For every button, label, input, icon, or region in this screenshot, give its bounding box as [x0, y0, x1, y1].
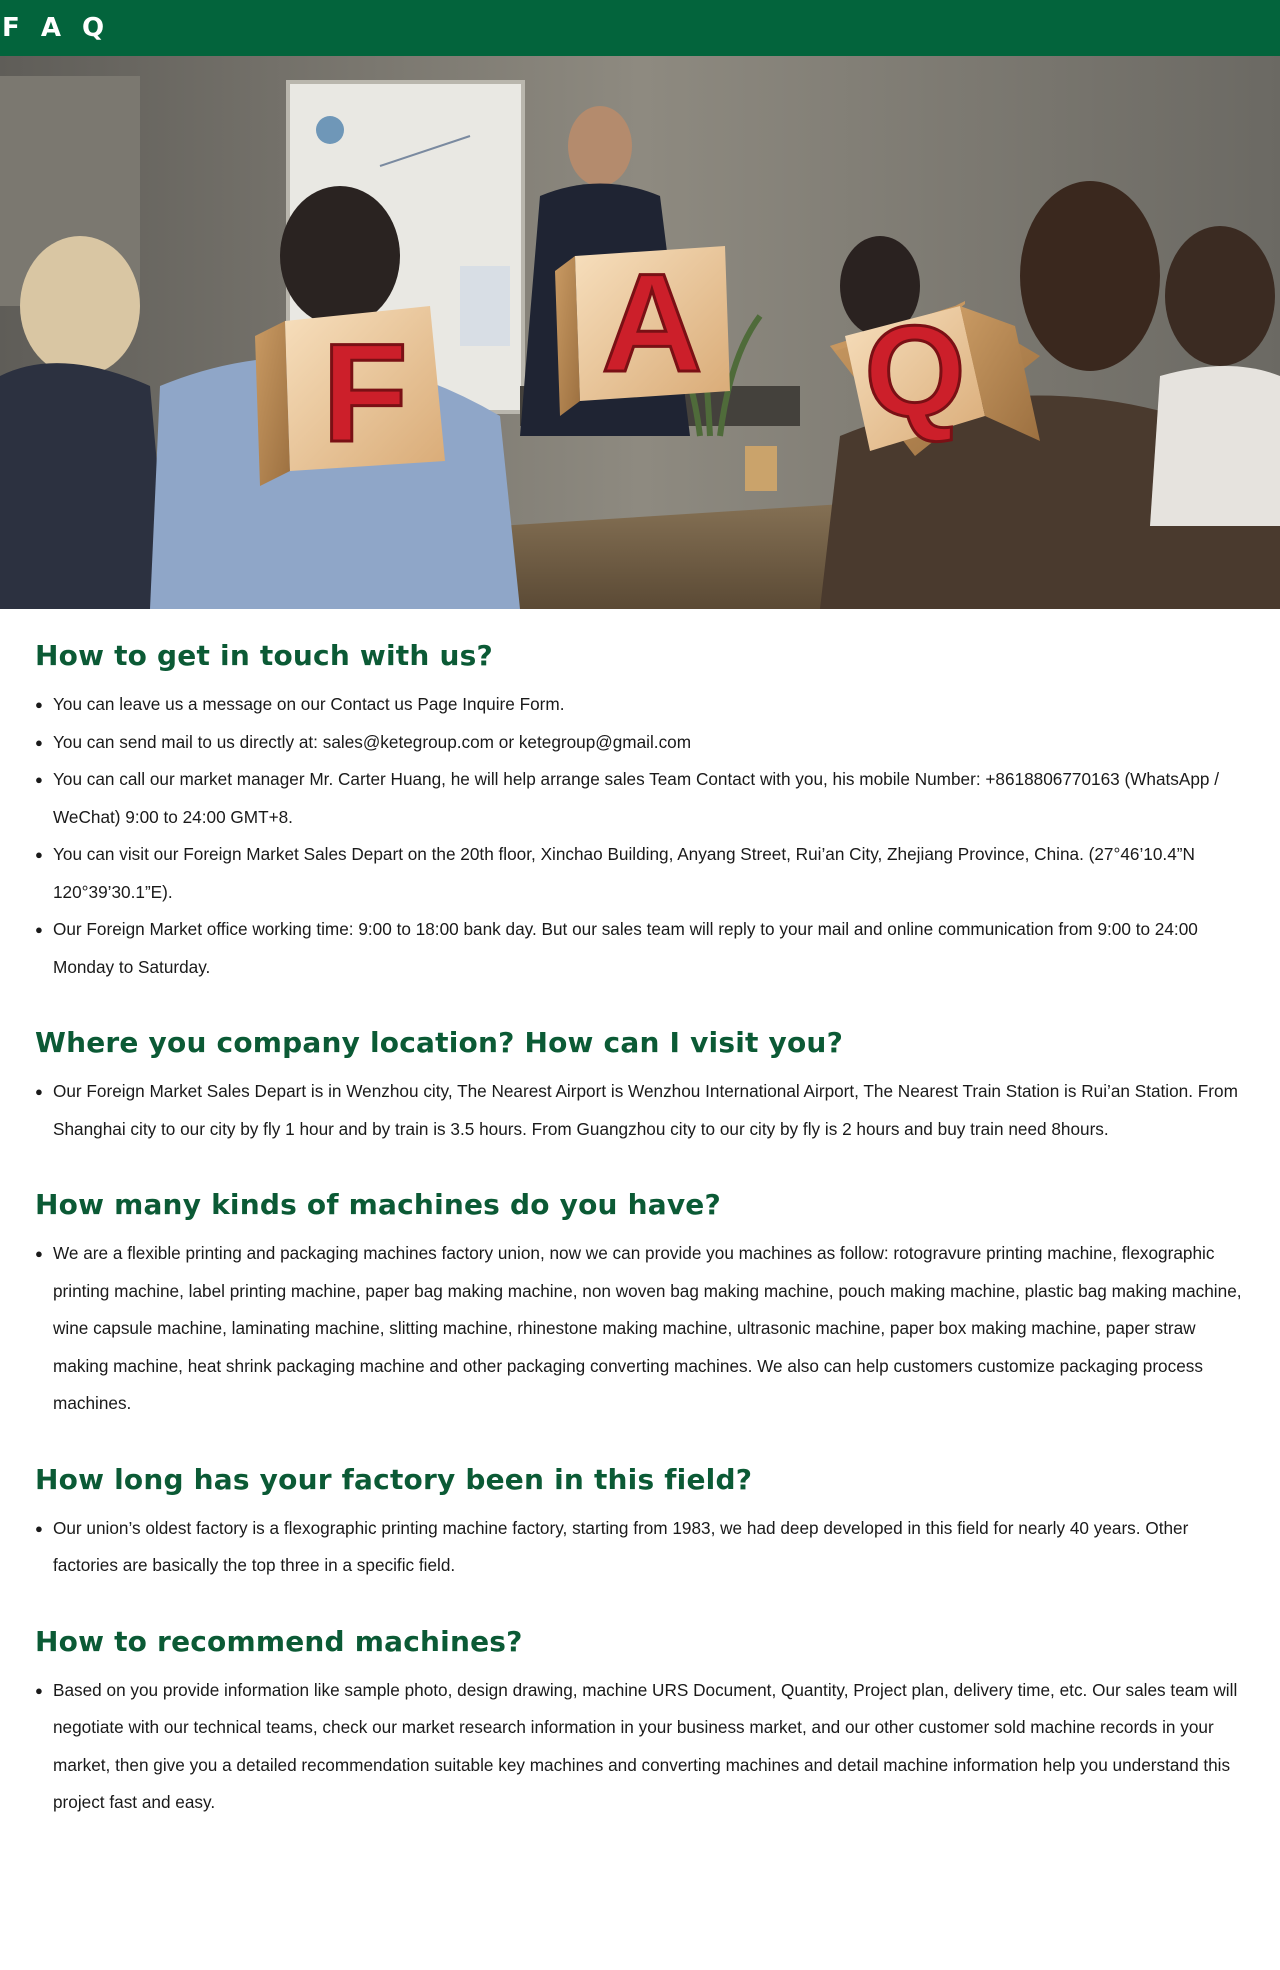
- faq-section-machines: [35, 1188, 1246, 1423]
- list-item: ● You can send mail to us directly at: sales@ketegroup.com or ketegroup@gmail.com: [35, 724, 1246, 762]
- list-item: ● You can leave us a message on our Contact us Page Inquire Form.: [35, 686, 1246, 724]
- section-heading: Where you company location? How can I visit you?: [35, 1026, 844, 1059]
- page-title: F A Q: [2, 13, 111, 43]
- cube-letter-a: A: [601, 244, 703, 401]
- section-heading: How many kinds of machines do you have?: [35, 1188, 721, 1221]
- list-item: ● You can visit our Foreign Market Sales Depart on the 20th floor, Xinchao Building, Anyang Street, Rui’an City, Zhejiang Province, China. (27°46’10.4”N 120°39’30.1”E).: [35, 836, 1246, 911]
- faq-section-location: [35, 1026, 1246, 1148]
- cube-f: [255, 306, 445, 486]
- list-item: ● You can call our market manager Mr. Carter Huang, he will help arrange sales Team Contact with you, his mobile Number: +8618806770163 (WhatsApp / WeChat) 9:00 to 24:00 GMT+8.: [35, 761, 1246, 836]
- list-item: ● Our union’s oldest factory is a flexographic printing machine factory, starting from 1983, we had deep developed in this field for nearly 40 years. Other factories are basically the top three in a specific field.: [35, 1510, 1246, 1585]
- header-bar: [0, 0, 1280, 56]
- cube-letter-q: Q: [864, 298, 966, 444]
- bullet-list: [35, 1235, 1246, 1423]
- hero-illustration: [0, 56, 1280, 609]
- list-item: ● Based on you provide information like sample photo, design drawing, machine URS Document, Quantity, Project plan, delivery time, etc. Our sales team will negotiate with our technical teams, check our market research information in your business market, and our other customer sold machine records in your market, then give you a detailed recommendation suitable key machines and converting machines and detail machine information help you understand this project fast and easy.: [35, 1672, 1246, 1822]
- faq-section-history: [35, 1463, 1246, 1585]
- faq-section-recommend: [35, 1625, 1246, 1822]
- hero-banner: [0, 56, 1280, 609]
- section-heading: How to recommend machines?: [35, 1624, 523, 1658]
- bullet-list: [35, 1073, 1246, 1148]
- faq-content: [0, 609, 1280, 1822]
- list-item: ● We are a flexible printing and packaging machines factory union, now we can provide you machines as follow: rotogravure printing machine, flexographic printing machine, label printing machine, paper bag making machine, non woven bag making machine, pouch making machine, plastic bag making machine, wine capsule machine, laminating machine, slitting machine, rhinestone making machine, ultrasonic machine, paper box making machine, paper straw making machine, heat shrink packaging machine and other packaging converting machines. We also can help customers customize packaging process machines.: [35, 1235, 1246, 1423]
- cube-a: [555, 244, 730, 416]
- section-heading: How long has your factory been in this field?: [35, 1462, 753, 1496]
- list-item: ● Our Foreign Market Sales Depart is in Wenzhou city, The Nearest Airport is Wenzhou International Airport, The Nearest Train Station is Rui’an Station. From Shanghai city to our city by fly 1 hour and by train is 3.5 hours. From Guangzhou city to our city by fly is 2 hours and buy train need 8hours.: [35, 1073, 1246, 1148]
- section-heading: How to get in touch with us?: [35, 639, 493, 672]
- faq-section-contact: [35, 639, 1246, 986]
- bullet-list: [35, 1672, 1246, 1822]
- list-item: ● Our Foreign Market office working time: 9:00 to 18:00 bank day. But our sales team will reply to your mail and online communication from 9:00 to 24:00 Monday to Saturday.: [35, 911, 1246, 986]
- cube-letter-f: F: [322, 314, 408, 471]
- bullet-list: [35, 686, 1246, 986]
- bullet-list: [35, 1510, 1246, 1585]
